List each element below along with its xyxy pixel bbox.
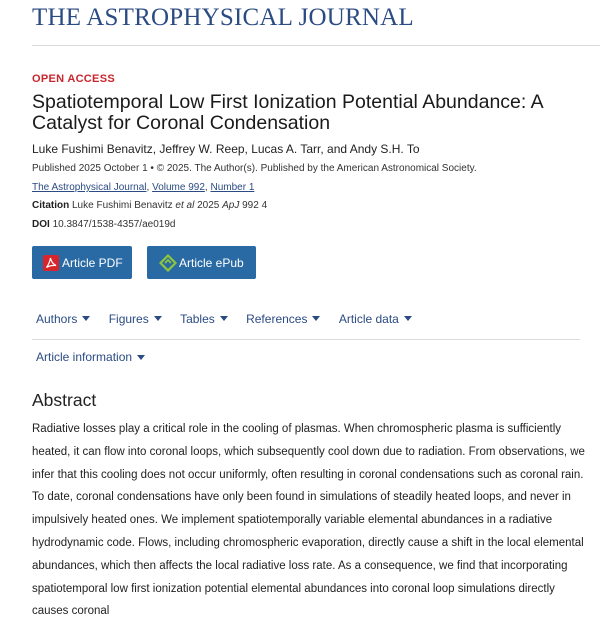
nav-authors[interactable]: Authors xyxy=(36,312,90,326)
nav-article-data[interactable]: Article data xyxy=(339,312,412,326)
article-pdf-label: Article PDF xyxy=(62,255,123,270)
citation-text: Luke Fushimi Benavitz et al 2025 ApJ 992 4 xyxy=(72,200,268,211)
article-epub-button[interactable] xyxy=(147,246,256,279)
nav-figures[interactable]: Figures xyxy=(109,312,162,326)
doi xyxy=(32,219,175,230)
open-access-badge: OPEN ACCESS xyxy=(32,73,115,85)
journal-title[interactable]: THE ASTROPHYSICAL JOURNAL xyxy=(32,4,414,31)
separator: , xyxy=(146,182,153,193)
separator: , xyxy=(204,182,211,193)
caret-down-icon xyxy=(312,316,320,321)
abstract-heading: Abstract xyxy=(32,390,97,410)
caret-down-icon xyxy=(404,316,412,321)
journal-link[interactable]: The Astrophysical Journal xyxy=(32,182,147,193)
caret-down-icon xyxy=(154,316,162,321)
volume-link[interactable]: Volume 992 xyxy=(152,182,205,193)
number-link[interactable]: Number 1 xyxy=(210,182,255,193)
abstract-text: Radiative losses play a critical role in the cooling of plasmas. When chromospheric plasma is sufficiently heated, it can flow into coronal loops, which subsequently cool down due to radiation. From observations, we infer that this cooling does not occur uniformly, often resulting in coronal condensations such as coronal rain. To date, coronal condensations have only been found in simulations of steadily heated loops, and never in impulsively heated ones. We implement spatiotemporally variable elemental abundances in a radiative hydrodynamic code. Flows, including chromospheric evaporation, directly cause a shift in the local elemental abundances, which then affects the local radiative loss rate. As a consequence, we find that incorporating spatiotemporal low first ionization potential elemental abundances into coronal loop simulations directly causes coronal xyxy=(32,423,585,618)
article-pdf-button[interactable] xyxy=(32,246,132,279)
nav-references[interactable]: References xyxy=(246,312,320,326)
citation xyxy=(32,200,267,211)
article-information-toggle[interactable]: Article information xyxy=(36,350,145,364)
doi-value[interactable]: 10.3847/1538-4357/ae019d xyxy=(52,219,176,230)
article-title: Spatiotemporal Low First Ionization Potential Abundance: A Catalyst for Coronal Condensation xyxy=(32,91,543,134)
epub-icon xyxy=(159,254,177,272)
article-epub-label: Article ePub xyxy=(179,255,244,270)
publication-info: Published 2025 October 1 • © 2025. The Author(s). Published by the American Astronomical Society. xyxy=(32,163,477,174)
caret-down-icon xyxy=(82,316,90,321)
citation-label: Citation xyxy=(32,200,70,211)
article-nav xyxy=(36,312,427,326)
caret-down-icon xyxy=(220,316,228,321)
author-list[interactable]: Luke Fushimi Benavitz, Jeffrey W. Reep, Lucas A. Tarr, and Andy S.H. To xyxy=(32,142,420,156)
caret-down-icon xyxy=(137,355,145,360)
pdf-icon xyxy=(42,254,60,272)
nav-tables[interactable]: Tables xyxy=(180,312,228,326)
journal-reference xyxy=(32,182,254,193)
header-divider xyxy=(32,45,600,46)
doi-label: DOI xyxy=(32,219,50,230)
nav-divider xyxy=(32,339,580,340)
